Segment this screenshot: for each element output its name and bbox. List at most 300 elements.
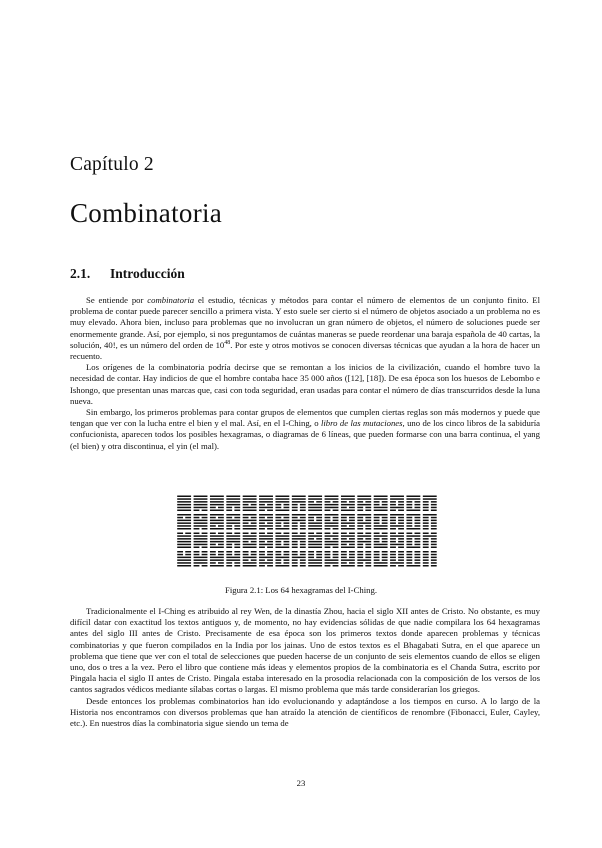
yin-line-segment: [349, 554, 355, 556]
yin-line-segment: [357, 554, 363, 556]
yin-line-segment: [185, 517, 191, 519]
yin-line-segment: [357, 501, 363, 503]
yang-line: [194, 535, 208, 537]
yin-line-segment: [406, 559, 412, 561]
yin-line-segment: [382, 559, 388, 561]
yin-line-segment: [218, 533, 224, 535]
yin-line-segment: [398, 557, 404, 559]
yang-line: [308, 522, 322, 524]
yin-line-segment: [357, 517, 363, 519]
hexagram: [406, 551, 420, 567]
yang-line: [357, 559, 371, 561]
yang-line: [226, 541, 240, 543]
yin-line-segment: [292, 554, 298, 556]
yin-line-segment: [243, 551, 249, 553]
yin-line-segment: [325, 538, 331, 540]
yin-line-segment: [194, 554, 200, 556]
yin-line-segment: [414, 541, 420, 543]
yin-line-segment: [177, 551, 183, 553]
yang-line: [390, 544, 404, 546]
yin-line-segment: [357, 507, 363, 509]
yin-line-segment: [275, 559, 281, 561]
yang-line: [325, 514, 339, 516]
yang-line: [374, 510, 388, 512]
yang-line: [177, 525, 191, 527]
yin-line-segment: [390, 565, 396, 567]
yin-line-segment: [267, 554, 273, 556]
yang-line: [341, 547, 355, 549]
intro-text-block: [70, 295, 540, 452]
hexagram: [259, 533, 273, 549]
hexagram: [292, 514, 306, 530]
yang-line: [341, 514, 355, 516]
yang-line: [210, 535, 224, 537]
yin-line-segment: [414, 533, 420, 535]
chapter-label: Capítulo 2: [70, 154, 154, 175]
yang-line: [194, 562, 208, 564]
yin-line-segment: [316, 551, 322, 553]
yin-line-segment: [292, 507, 298, 509]
yin-line-segment: [406, 533, 412, 535]
yin-line-segment: [414, 562, 420, 564]
hexagram: [210, 551, 224, 567]
yin-line-segment: [234, 517, 240, 519]
yin-line-segment: [365, 557, 371, 559]
yang-line: [226, 538, 240, 540]
yang-line: [341, 541, 355, 543]
yin-line-segment: [292, 562, 298, 564]
yin-line-segment: [431, 541, 437, 543]
yin-line-segment: [423, 507, 429, 509]
hexagram: [308, 551, 322, 567]
hexagram: [390, 551, 404, 567]
yang-line: [374, 525, 388, 527]
yin-line-segment: [341, 551, 347, 553]
yang-line: [357, 504, 371, 506]
yin-line-segment: [243, 517, 249, 519]
yang-line: [177, 522, 191, 524]
yang-line: [194, 496, 208, 498]
yin-line-segment: [390, 541, 396, 543]
hexagram: [341, 514, 355, 530]
yin-line-segment: [308, 517, 314, 519]
yang-line: [374, 507, 388, 509]
yang-line: [357, 535, 371, 537]
yang-line: [194, 544, 208, 546]
yin-line-segment: [431, 557, 437, 559]
yin-line-segment: [234, 533, 240, 535]
yang-line: [406, 510, 420, 512]
yin-line-segment: [234, 525, 240, 527]
hexagram: [177, 496, 191, 512]
yang-line: [259, 501, 273, 503]
yin-line-segment: [431, 538, 437, 540]
yin-line-segment: [300, 541, 306, 543]
exponent: 48: [224, 339, 231, 346]
hexagrams-figure: [176, 494, 438, 568]
yin-line-segment: [357, 544, 363, 546]
yin-line-segment: [185, 554, 191, 556]
yin-line-segment: [398, 538, 404, 540]
yang-line: [423, 498, 437, 500]
yin-line-segment: [431, 562, 437, 564]
yin-line-segment: [333, 565, 339, 567]
yang-line: [308, 507, 322, 509]
yin-line-segment: [382, 533, 388, 535]
hexagram: [243, 533, 257, 549]
yin-line-segment: [349, 562, 355, 564]
yang-line: [390, 514, 404, 516]
yang-line: [177, 535, 191, 537]
yin-line-segment: [414, 501, 420, 503]
hexagram: [374, 514, 388, 530]
yin-line-segment: [431, 533, 437, 535]
yang-line: [341, 498, 355, 500]
yang-line: [226, 498, 240, 500]
yang-line: [210, 565, 224, 567]
hexagram: [275, 551, 289, 567]
yang-line: [226, 522, 240, 524]
paragraph-3-text-a: Sin embargo, los primeros problemas para contar grupos de elementos que cumplen ciertas reglas son más modernos y puede que tengan que ver con la lucha entre el bien y el mal. Así, en el I-Ching, o: [70, 407, 540, 429]
yin-line-segment: [374, 559, 380, 561]
yang-line: [406, 528, 420, 530]
hexagram: [325, 496, 339, 512]
paragraph-1-text-c: . Por este y otros motivos se conocen diversas técnicas que ayudan a la hora de hacer un recuento.: [70, 339, 540, 362]
yin-line-segment: [283, 554, 289, 556]
yin-line-segment: [267, 533, 273, 535]
hexagram: [406, 533, 420, 549]
yin-line-segment: [243, 504, 249, 506]
hexagram: [325, 533, 339, 549]
yin-line-segment: [365, 507, 371, 509]
yang-line: [226, 514, 240, 516]
yang-line: [194, 557, 208, 559]
yin-line-segment: [414, 520, 420, 522]
yin-line-segment: [292, 533, 298, 535]
yin-line-segment: [275, 551, 281, 553]
yang-line: [292, 557, 306, 559]
yin-line-segment: [431, 517, 437, 519]
hexagram: [194, 514, 208, 530]
yang-line: [357, 498, 371, 500]
yin-line-segment: [390, 504, 396, 506]
yin-line-segment: [398, 510, 404, 512]
paragraph-3: [70, 407, 540, 452]
yin-line-segment: [406, 517, 412, 519]
yang-line: [406, 547, 420, 549]
yin-line-segment: [374, 501, 380, 503]
yin-line-segment: [406, 522, 412, 524]
yin-line-segment: [308, 557, 314, 559]
yin-line-segment: [414, 525, 420, 527]
yin-line-segment: [414, 559, 420, 561]
hexagram: [390, 533, 404, 549]
yin-line-segment: [431, 520, 437, 522]
yin-line-segment: [431, 565, 437, 567]
yang-line: [357, 496, 371, 498]
yang-line: [259, 538, 273, 540]
page-number: 23: [296, 778, 306, 788]
yin-line-segment: [210, 507, 216, 509]
yang-line: [194, 522, 208, 524]
yang-line: [374, 514, 388, 516]
yang-line: [243, 547, 257, 549]
yin-line-segment: [325, 565, 331, 567]
yang-line: [194, 525, 208, 527]
yin-line-segment: [234, 528, 240, 530]
yin-line-segment: [406, 554, 412, 556]
yin-line-segment: [365, 554, 371, 556]
yin-line-segment: [243, 541, 249, 543]
yin-line-segment: [292, 525, 298, 527]
yin-line-segment: [308, 551, 314, 553]
yin-line-segment: [382, 520, 388, 522]
yang-line: [177, 498, 191, 500]
yin-line-segment: [210, 551, 216, 553]
yang-line: [177, 559, 191, 561]
yang-line: [341, 559, 355, 561]
yang-line: [226, 559, 240, 561]
yin-line-segment: [267, 528, 273, 530]
yang-line: [292, 498, 306, 500]
yin-line-segment: [292, 544, 298, 546]
yang-line: [308, 559, 322, 561]
yin-line-segment: [357, 565, 363, 567]
yang-line: [275, 520, 289, 522]
yin-line-segment: [423, 501, 429, 503]
yang-line: [210, 498, 224, 500]
hexagram: [341, 496, 355, 512]
hexagram: [226, 551, 240, 567]
yin-line-segment: [414, 517, 420, 519]
hexagram: [292, 533, 306, 549]
yin-line-segment: [267, 504, 273, 506]
yang-line: [177, 520, 191, 522]
yin-line-segment: [431, 522, 437, 524]
yin-line-segment: [177, 517, 183, 519]
yin-line-segment: [300, 554, 306, 556]
yang-line: [292, 535, 306, 537]
yin-line-segment: [308, 520, 314, 522]
yin-line-segment: [234, 507, 240, 509]
yang-line: [194, 501, 208, 503]
hexagram: [177, 514, 191, 530]
yin-line-segment: [210, 525, 216, 527]
yin-line-segment: [390, 559, 396, 561]
yin-line-segment: [423, 557, 429, 559]
hexagram: [259, 496, 273, 512]
yin-line-segment: [308, 533, 314, 535]
yin-line-segment: [259, 533, 265, 535]
yang-line: [259, 535, 273, 537]
yang-line: [177, 565, 191, 567]
yin-line-segment: [202, 528, 208, 530]
yin-line-segment: [210, 533, 216, 535]
yin-line-segment: [218, 554, 224, 556]
yin-line-segment: [275, 522, 281, 524]
yang-line: [177, 510, 191, 512]
yin-line-segment: [357, 520, 363, 522]
yin-line-segment: [259, 547, 265, 549]
yin-line-segment: [210, 562, 216, 564]
yang-line: [243, 510, 257, 512]
yin-line-segment: [275, 562, 281, 564]
paragraph-1-text-a: Se entiende por: [86, 295, 148, 305]
yang-line: [243, 507, 257, 509]
yin-line-segment: [341, 557, 347, 559]
yang-line: [226, 496, 240, 498]
yin-line-segment: [406, 501, 412, 503]
yin-line-segment: [218, 544, 224, 546]
yin-line-segment: [218, 517, 224, 519]
yang-line: [406, 496, 420, 498]
hexagram: [390, 496, 404, 512]
yang-line: [259, 496, 273, 498]
yin-line-segment: [251, 517, 257, 519]
yin-line-segment: [243, 554, 249, 556]
yin-line-segment: [365, 533, 371, 535]
yang-line: [259, 498, 273, 500]
yang-line: [210, 510, 224, 512]
yin-line-segment: [406, 525, 412, 527]
yang-line: [210, 522, 224, 524]
yin-line-segment: [398, 501, 404, 503]
yin-line-segment: [341, 533, 347, 535]
hexagram: [243, 551, 257, 567]
yin-line-segment: [251, 554, 257, 556]
yin-line-segment: [423, 504, 429, 506]
yang-line: [226, 504, 240, 506]
yin-line-segment: [341, 544, 347, 546]
hexagram: [357, 533, 371, 549]
yin-line-segment: [267, 565, 273, 567]
yin-line-segment: [316, 533, 322, 535]
yang-line: [177, 504, 191, 506]
yin-line-segment: [382, 504, 388, 506]
yang-line: [275, 538, 289, 540]
yin-line-segment: [341, 520, 347, 522]
yin-line-segment: [406, 544, 412, 546]
yin-line-segment: [365, 565, 371, 567]
yang-line: [243, 501, 257, 503]
yang-line: [210, 547, 224, 549]
yang-line: [390, 498, 404, 500]
hexagram: [423, 496, 437, 512]
yang-line: [308, 496, 322, 498]
yin-line-segment: [226, 547, 232, 549]
yin-line-segment: [390, 533, 396, 535]
yang-line: [243, 520, 257, 522]
yin-line-segment: [349, 525, 355, 527]
section-number: 2.1.: [70, 266, 91, 281]
hexagram: [374, 551, 388, 567]
hexagram: [325, 551, 339, 567]
yin-line-segment: [267, 517, 273, 519]
yin-line-segment: [202, 547, 208, 549]
yang-line: [243, 525, 257, 527]
hexagram: [275, 514, 289, 530]
yang-line: [177, 541, 191, 543]
yang-line: [325, 559, 339, 561]
yang-line: [308, 565, 322, 567]
yin-line-segment: [374, 551, 380, 553]
yang-line: [226, 557, 240, 559]
yin-line-segment: [259, 551, 265, 553]
yang-line: [390, 496, 404, 498]
yang-line: [275, 565, 289, 567]
yin-line-segment: [382, 541, 388, 543]
yang-line: [275, 514, 289, 516]
yin-line-segment: [374, 504, 380, 506]
yin-line-segment: [325, 517, 331, 519]
yin-line-segment: [275, 507, 281, 509]
yang-line: [374, 528, 388, 530]
yin-line-segment: [431, 544, 437, 546]
yin-line-segment: [341, 538, 347, 540]
yin-line-segment: [292, 528, 298, 530]
yin-line-segment: [259, 565, 265, 567]
yin-line-segment: [423, 559, 429, 561]
yin-line-segment: [333, 533, 339, 535]
yin-line-segment: [267, 510, 273, 512]
yin-line-segment: [406, 507, 412, 509]
yin-line-segment: [194, 565, 200, 567]
yin-line-segment: [414, 538, 420, 540]
yang-line: [275, 557, 289, 559]
yin-line-segment: [226, 533, 232, 535]
yin-line-segment: [267, 551, 273, 553]
yang-line: [374, 496, 388, 498]
yin-line-segment: [292, 541, 298, 543]
yang-line: [341, 535, 355, 537]
yin-line-segment: [333, 554, 339, 556]
yang-line: [423, 496, 437, 498]
yin-line-segment: [267, 547, 273, 549]
yin-line-segment: [333, 551, 339, 553]
yang-line: [308, 528, 322, 530]
history-text-block: [70, 606, 540, 729]
figure-caption: Figura 2.1: Los 64 hexagramas del I-Ching.: [224, 585, 377, 595]
yang-line: [374, 562, 388, 564]
yang-line: [177, 496, 191, 498]
yang-line: [177, 528, 191, 530]
yang-line: [325, 507, 339, 509]
yang-line: [308, 504, 322, 506]
yin-line-segment: [374, 517, 380, 519]
yin-line-segment: [423, 525, 429, 527]
yin-line-segment: [300, 517, 306, 519]
hexagram: [357, 514, 371, 530]
yin-line-segment: [267, 522, 273, 524]
yin-line-segment: [374, 541, 380, 543]
yin-line-segment: [431, 559, 437, 561]
yin-line-segment: [325, 554, 331, 556]
yang-line: [308, 562, 322, 564]
yang-line: [194, 498, 208, 500]
yin-line-segment: [218, 507, 224, 509]
yang-line: [341, 496, 355, 498]
yang-line: [259, 562, 273, 564]
yang-line: [308, 510, 322, 512]
yang-line: [210, 541, 224, 543]
yin-line-segment: [325, 520, 331, 522]
yang-line: [275, 496, 289, 498]
yin-line-segment: [316, 557, 322, 559]
yin-line-segment: [202, 510, 208, 512]
yang-line: [374, 535, 388, 537]
yin-line-segment: [325, 533, 331, 535]
yang-line: [423, 514, 437, 516]
